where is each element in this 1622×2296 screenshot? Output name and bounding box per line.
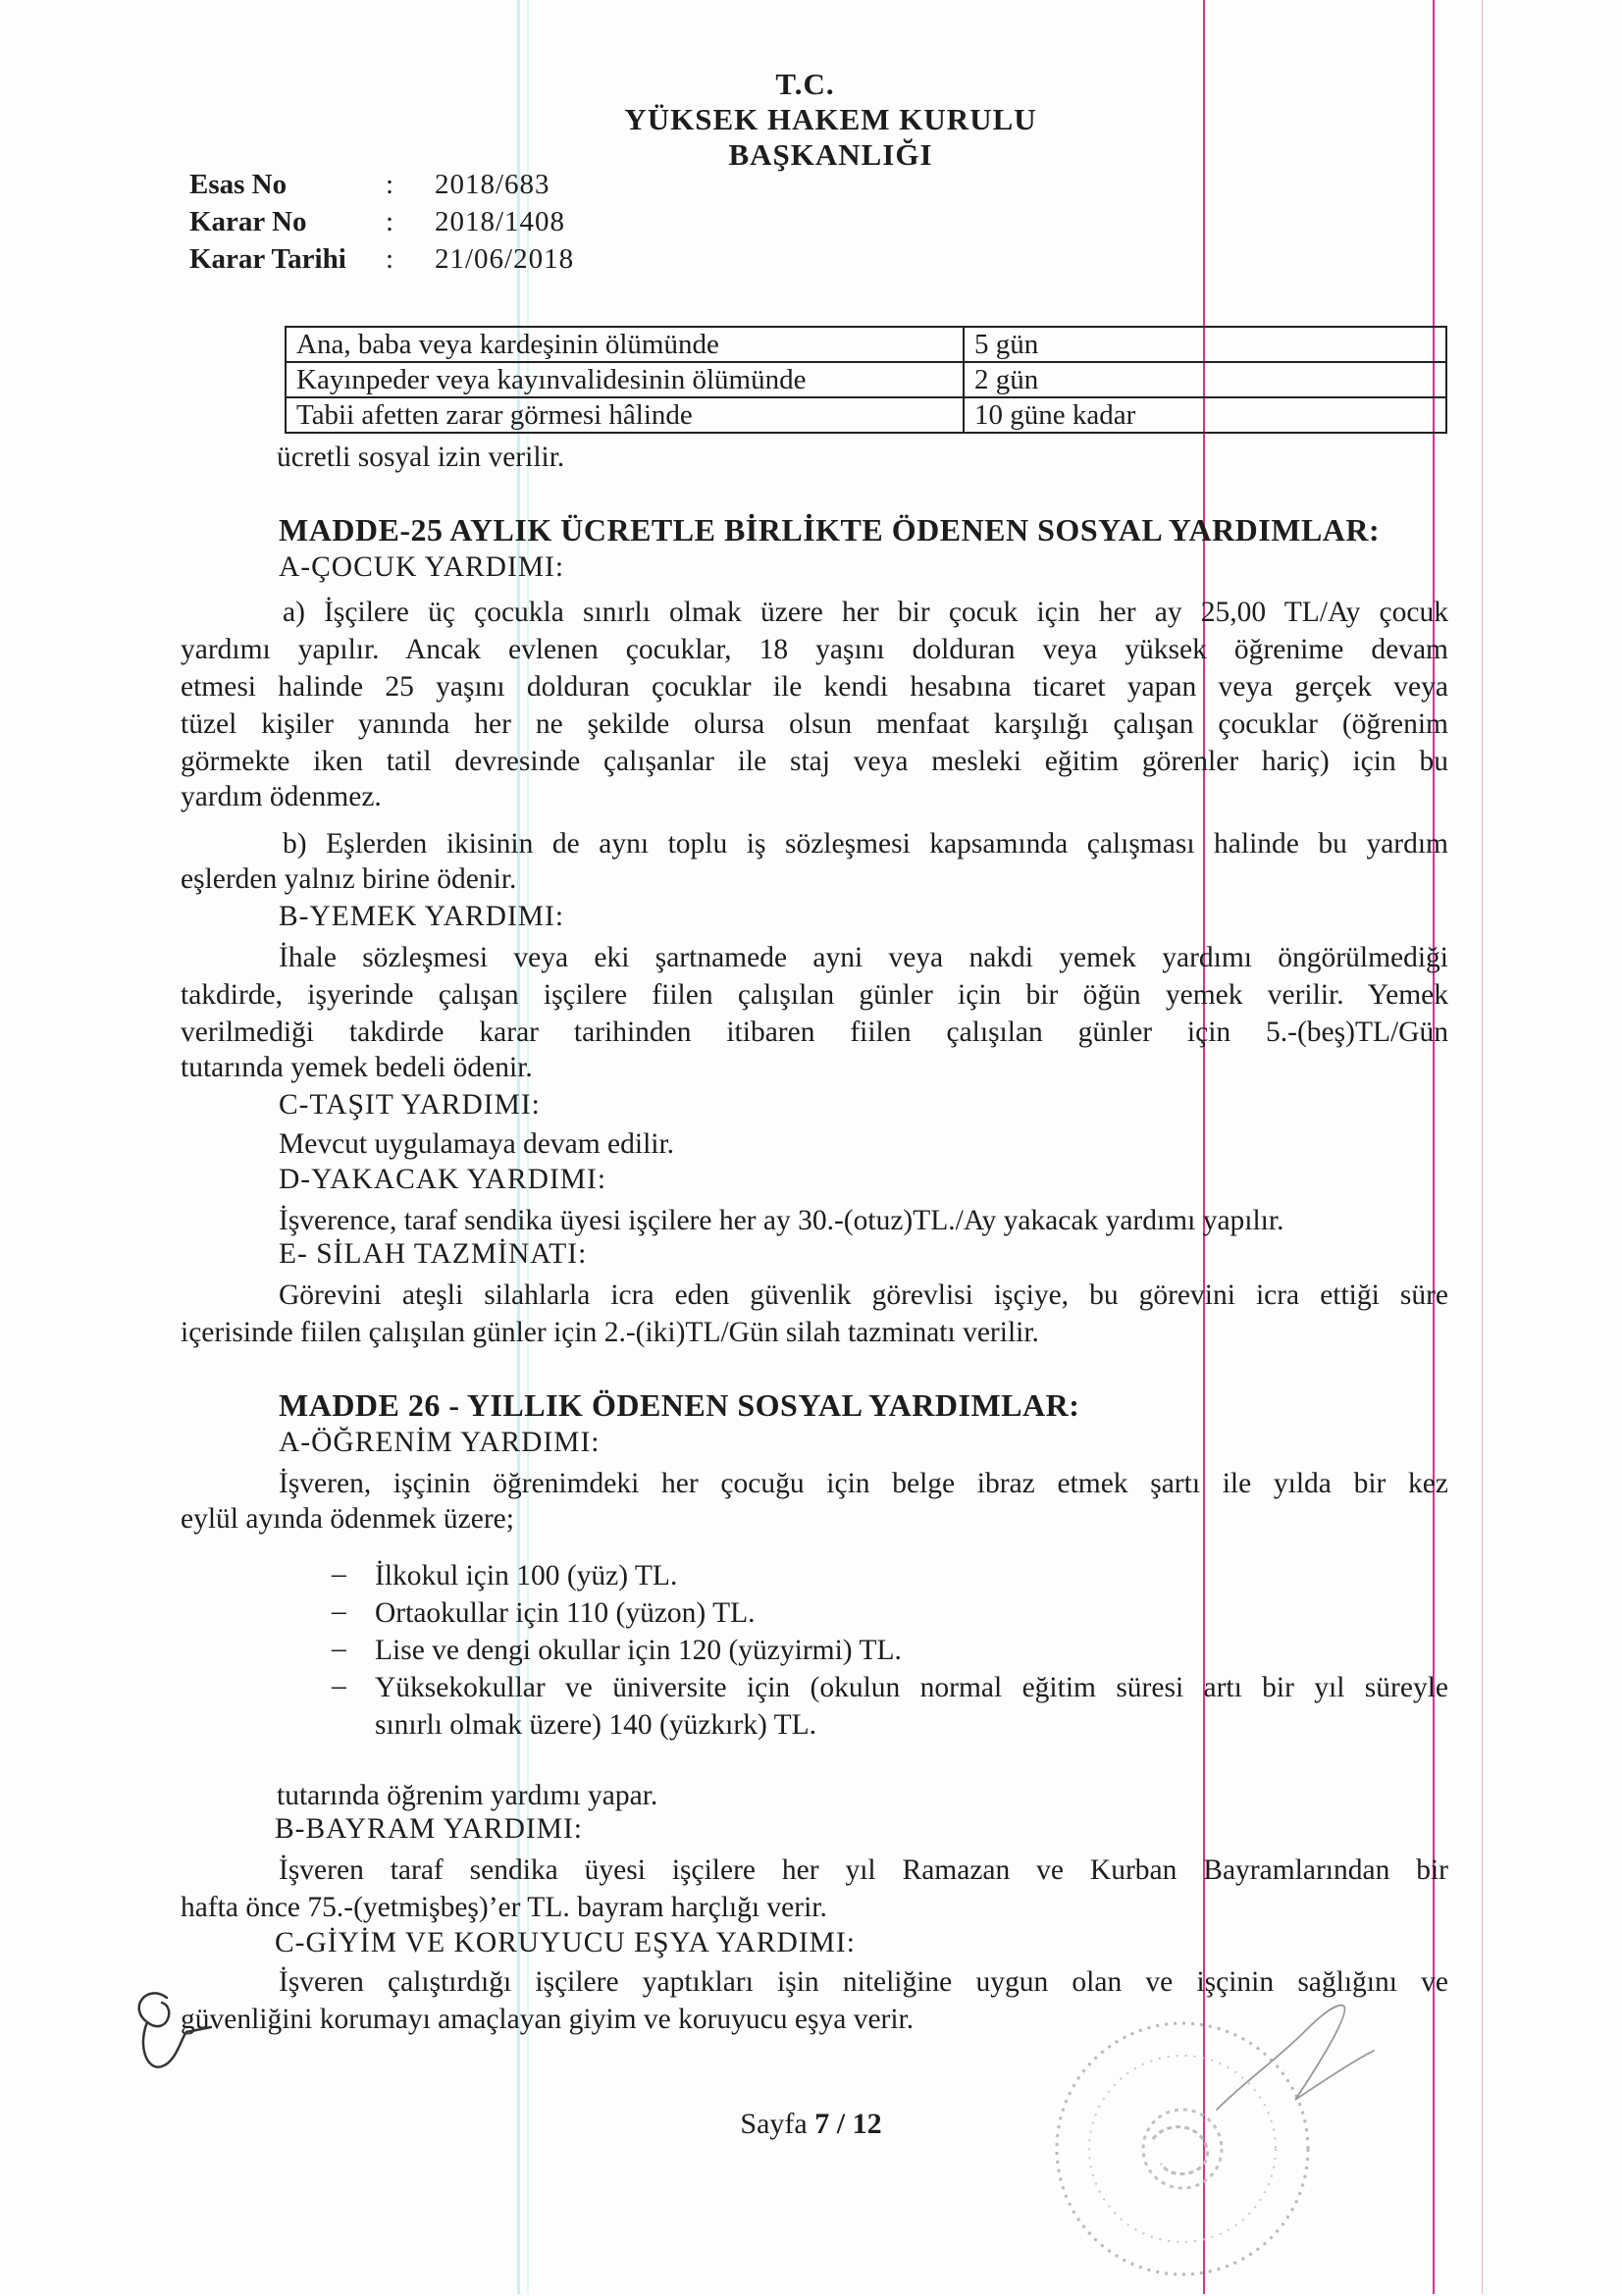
page-number: [0, 2108, 1622, 2141]
table-row: [286, 327, 1446, 362]
list-dash: –: [332, 1558, 346, 1590]
paragraph-line: içerisinde fiilen çalışılan günler için 2.-(iki)TL/Gün silah tazminatı verilir.: [181, 1317, 1039, 1348]
paragraph-line: eşlerden yalnız birine ödenir.: [181, 863, 517, 895]
table-cell: Kayınpeder veya kayınvalidesinin ölümünde: [286, 362, 964, 397]
paragraph-line: görmekte iken tatil devresinde çalışanlar ile staj veya mesleki eğitim görenler hariç) için bu: [181, 746, 1448, 777]
paragraph-line: hafta önce 75.-(yetmişbeş)’er TL. bayram harçlığı verir.: [181, 1892, 827, 1923]
section-heading: C-TAŞIT YARDIMI:: [279, 1089, 541, 1121]
table-cell: 10 güne kadar: [964, 397, 1446, 433]
paragraph-line: tüzel kişiler yanında her ne şekilde olursa olsun menfaat karşılığı çalışan çocuklar (öğrenim: [181, 708, 1448, 740]
paragraph-line: İhale sözleşmesi veya eki şartnamede ayni veya nakdi yemek yardımı öngörülmediği: [279, 942, 1448, 973]
list-dash: –: [332, 1633, 346, 1664]
list-dash: –: [332, 1670, 346, 1701]
article-25-title: MADDE-25 AYLIK ÜCRETLE BİRLİKTE ÖDENEN SOSYAL YARDIMLAR:: [279, 512, 1381, 548]
list-dash: –: [332, 1595, 346, 1627]
paragraph-line: İşveren, işçinin öğrenimdeki her çocuğu için belge ibraz etmek şartı ile yılda bir kez: [279, 1468, 1448, 1499]
table-row: [286, 397, 1446, 433]
meta-value: 2018/1408: [435, 206, 566, 237]
paragraph-line: güvenliğini korumayı amaçlayan giyim ve koruyucu eşya verir.: [181, 2004, 915, 2035]
header-institution: YÜKSEK HAKEM KURULU: [624, 102, 1037, 136]
edge-line: [1482, 0, 1483, 2294]
paragraph-line: Mevcut uygulamaya devam edilir.: [279, 1128, 675, 1160]
paragraph-line: İşverence, taraf sendika üyesi işçilere her ay 30.-(otuz)TL./Ay yakacak yardımı yapılır.: [279, 1205, 1284, 1236]
paragraph-line: verilmediği takdirde karar tarihinden itibaren fiilen çalışılan günler için 5.-(beş)TL/Gün: [181, 1017, 1448, 1048]
list-item: Yüksekokullar ve üniversite için (okulun normal eğitim süresi artı bir yıl süreyle: [375, 1672, 1448, 1703]
article-26-title: MADDE 26 - YILLIK ÖDENEN SOSYAL YARDIMLAR:: [279, 1387, 1080, 1423]
meta-colon: :: [386, 169, 394, 200]
paragraph-line: tutarında öğrenim yardımı yapar.: [277, 1780, 658, 1811]
section-heading: A-ÖĞRENİM YARDIMI:: [279, 1427, 601, 1458]
meta-value: 21/06/2018: [435, 243, 575, 275]
page-label: Sayfa: [740, 2108, 808, 2140]
page-value: 7 / 12: [814, 2108, 882, 2140]
table-cell: Ana, baba veya kardeşinin ölümünde: [286, 327, 964, 362]
list-item: Lise ve dengi okullar için 120 (yüzyirmi) TL.: [375, 1635, 902, 1666]
meta-key: Esas No: [189, 169, 288, 200]
section-heading: C-GİYİM VE KORUYUCU EŞYA YARDIMI:: [275, 1927, 856, 1958]
leave-tail: ücretli sosyal izin verilir.: [277, 442, 565, 473]
table-cell: 5 gün: [964, 327, 1446, 362]
paragraph-line: İşveren çalıştırdığı işçilere yaptıkları işin niteliğine uygun olan ve işçinin sağlığını ve: [279, 1966, 1448, 1998]
section-heading: A-ÇOCUK YARDIMI:: [279, 551, 565, 583]
list-item-continuation: sınırlı olmak üzere) 140 (yüzkırk) TL.: [375, 1709, 817, 1741]
section-heading: B-YEMEK YARDIMI:: [279, 901, 565, 932]
section-heading: E- SİLAH TAZMİNATI:: [279, 1238, 588, 1270]
list-item: İlkokul için 100 (yüz) TL.: [375, 1560, 678, 1592]
paragraph-line: b) Eşlerden ikisinin de aynı toplu iş sözleşmesi kapsamında çalışması halinde bu yardım: [283, 828, 1448, 860]
paragraph-line: etmesi halinde 25 yaşını dolduran çocuklar ile kendi hesabına ticaret yapan veya gerçek veya: [181, 671, 1448, 703]
header-presidency: BAŞKANLIĞI: [728, 137, 933, 172]
handwritten-initial-icon: [118, 1978, 245, 2086]
table-cell: Tabii afetten zarar görmesi hâlinde: [286, 397, 964, 433]
section-heading: D-YAKACAK YARDIMI:: [279, 1164, 607, 1195]
paragraph-line: eylül ayında ödenmek üzere;: [181, 1503, 514, 1535]
paragraph-line: yardım ödenmez.: [181, 781, 382, 812]
meta-value: 2018/683: [435, 169, 550, 200]
list-item: Ortaokullar için 110 (yüzon) TL.: [375, 1597, 756, 1629]
section-heading: B-BAYRAM YARDIMI:: [275, 1813, 583, 1845]
paragraph-line: yardımı yapılır. Ancak evlenen çocuklar, 18 yaşını dolduran veya yüksek öğrenime devam: [181, 634, 1448, 665]
paragraph-line: a) İşçilere üç çocukla sınırlı olmak üzere her bir çocuk için her ay 25,00 TL/Ay çocuk: [283, 597, 1448, 628]
meta-colon: :: [386, 206, 394, 237]
paragraph-line: İşveren taraf sendika üyesi işçilere her yıl Ramazan ve Kurban Bayramlarından bir: [279, 1854, 1448, 1886]
meta-colon: :: [386, 243, 394, 275]
paragraph-line: takdirde, işyerinde çalışan işçilere fiilen çalışılan günler için bir öğün yemek verilir. Yemek: [181, 979, 1448, 1011]
paragraph-line: Görevini ateşli silahlarla icra eden güvenlik görevlisi işçiye, bu görevini icra ettiği süre: [279, 1279, 1448, 1311]
table-row: [286, 362, 1446, 397]
paragraph-line: tutarında yemek bedeli ödenir.: [181, 1052, 533, 1083]
header-tc: T.C.: [775, 67, 835, 101]
meta-key: Karar Tarihi: [189, 243, 346, 275]
meta-key: Karar No: [189, 206, 307, 237]
table-cell: 2 gün: [964, 362, 1446, 397]
leave-table: [285, 326, 1447, 434]
